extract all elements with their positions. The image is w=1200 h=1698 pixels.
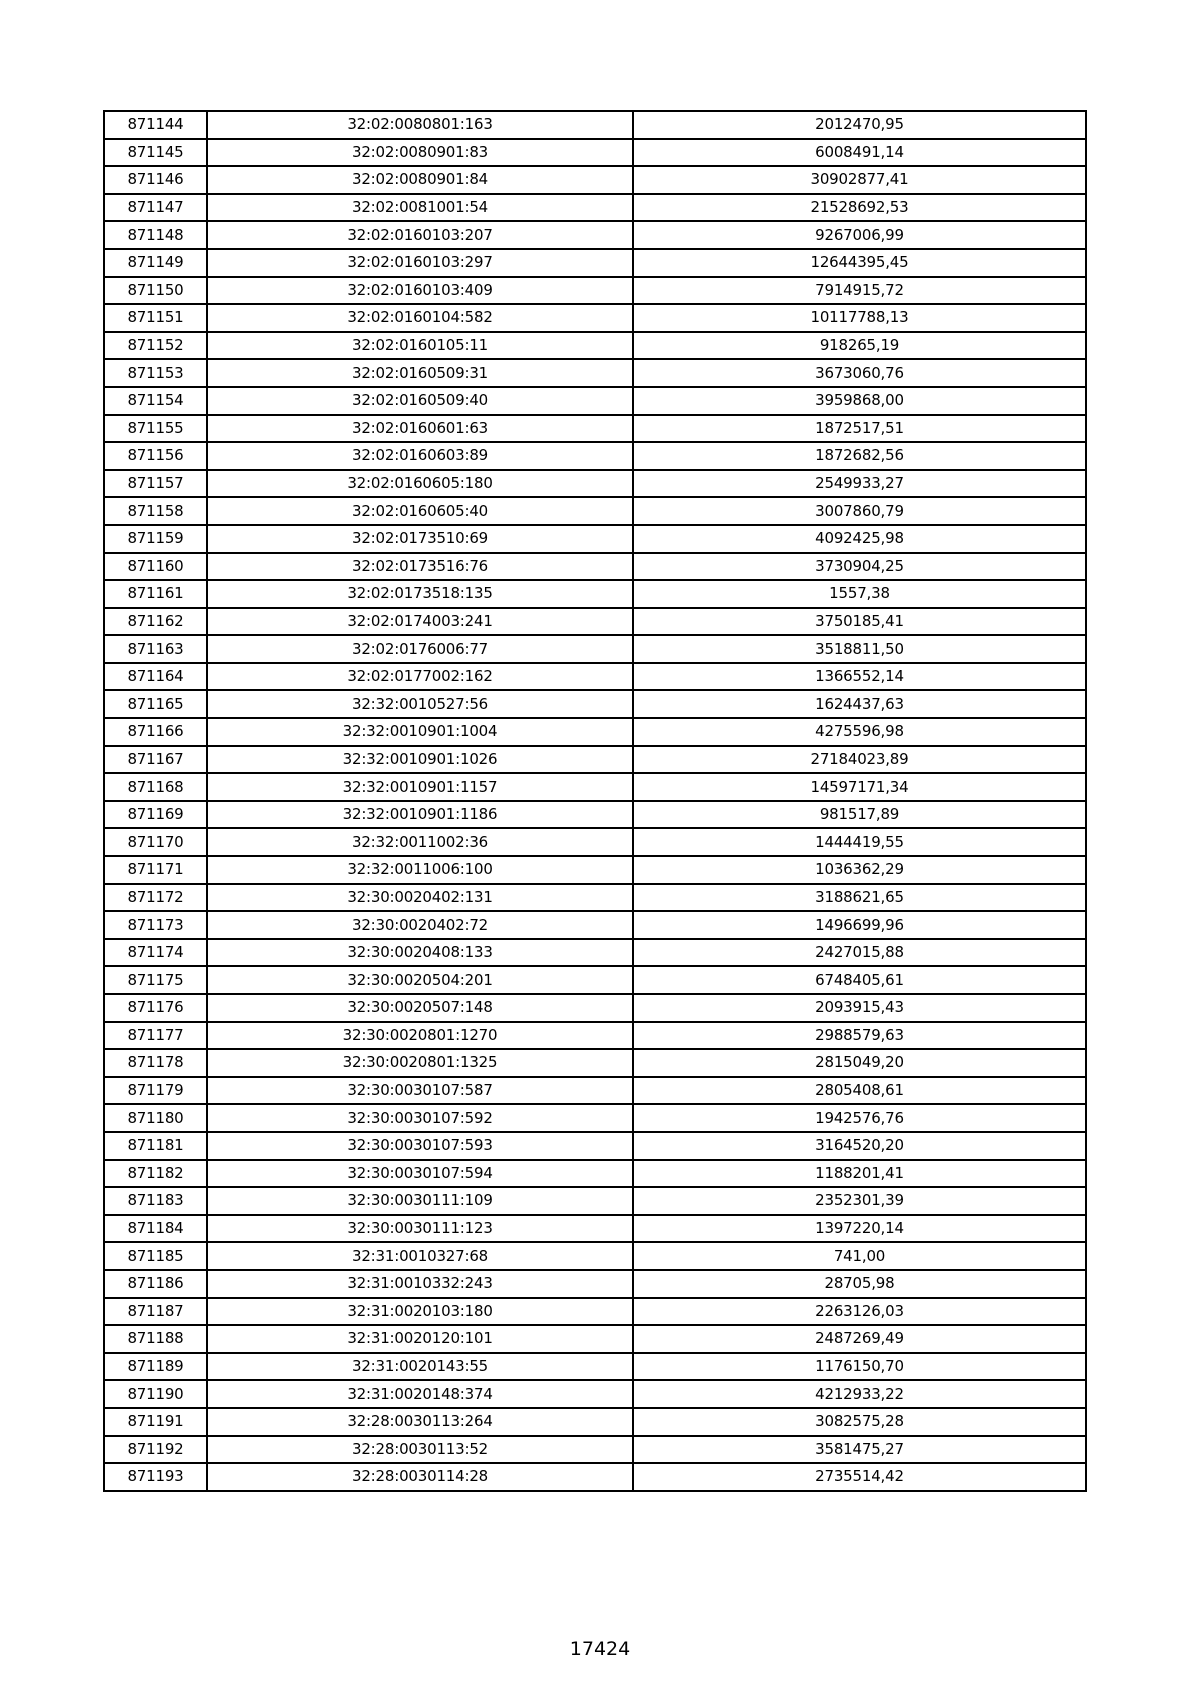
row-number-cell: 871152	[104, 332, 207, 360]
cadastral-value-cell: 6008491,14	[633, 139, 1086, 167]
cadastral-number-cell: 32:02:0160103:207	[207, 221, 633, 249]
cadastral-value-cell: 2263126,03	[633, 1298, 1086, 1326]
table-row	[104, 111, 1086, 139]
cadastral-value-cell: 2352301,39	[633, 1187, 1086, 1215]
table-row	[104, 1463, 1086, 1491]
cadastral-number-cell: 32:02:0173518:135	[207, 580, 633, 608]
table-row	[104, 1436, 1086, 1464]
cadastral-number-cell: 32:32:0010901:1026	[207, 746, 633, 774]
table-row	[104, 608, 1086, 636]
cadastral-value-cell: 1444419,55	[633, 828, 1086, 856]
row-number-cell: 871169	[104, 801, 207, 829]
row-number-cell: 871187	[104, 1298, 207, 1326]
cadastral-value-cell: 3082575,28	[633, 1408, 1086, 1436]
row-number-cell: 871184	[104, 1215, 207, 1243]
cadastral-number-cell: 32:02:0160601:63	[207, 415, 633, 443]
table-row	[104, 828, 1086, 856]
table-row	[104, 1215, 1086, 1243]
table-row	[104, 801, 1086, 829]
row-number-cell: 871181	[104, 1132, 207, 1160]
table-row	[104, 139, 1086, 167]
table-row	[104, 1104, 1086, 1132]
cadastral-number-cell: 32:31:0020120:101	[207, 1325, 633, 1353]
cadastral-value-cell: 1496699,96	[633, 911, 1086, 939]
cadastral-number-cell: 32:02:0160605:180	[207, 470, 633, 498]
row-number-cell: 871178	[104, 1049, 207, 1077]
cadastral-number-cell: 32:28:0030114:28	[207, 1463, 633, 1491]
table-row	[104, 497, 1086, 525]
row-number-cell: 871167	[104, 746, 207, 774]
table-row	[104, 249, 1086, 277]
row-number-cell: 871164	[104, 663, 207, 691]
cadastral-value-cell: 4092425,98	[633, 525, 1086, 553]
cadastral-value-cell: 1942576,76	[633, 1104, 1086, 1132]
table-row	[104, 635, 1086, 663]
row-number-cell: 871161	[104, 580, 207, 608]
row-number-cell: 871159	[104, 525, 207, 553]
table-row	[104, 1298, 1086, 1326]
row-number-cell: 871158	[104, 497, 207, 525]
row-number-cell: 871160	[104, 553, 207, 581]
cadastral-value-cell: 7914915,72	[633, 277, 1086, 305]
cadastral-number-cell: 32:31:0020148:374	[207, 1380, 633, 1408]
table-row	[104, 470, 1086, 498]
table-row	[104, 856, 1086, 884]
cadastral-value-cell: 3581475,27	[633, 1436, 1086, 1464]
row-number-cell: 871168	[104, 773, 207, 801]
table-row	[104, 359, 1086, 387]
page-number: 17424	[569, 1638, 631, 1660]
table-row	[104, 580, 1086, 608]
table-row	[104, 1408, 1086, 1436]
table-row	[104, 690, 1086, 718]
table-row	[104, 718, 1086, 746]
row-number-cell: 871147	[104, 194, 207, 222]
cadastral-number-cell: 32:32:0011006:100	[207, 856, 633, 884]
cadastral-value-cell: 1872682,56	[633, 442, 1086, 470]
cadastral-value-cell: 1188201,41	[633, 1160, 1086, 1188]
cadastral-number-cell: 32:30:0020507:148	[207, 994, 633, 1022]
table-row	[104, 221, 1086, 249]
cadastral-number-cell: 32:02:0080901:83	[207, 139, 633, 167]
row-number-cell: 871190	[104, 1380, 207, 1408]
table-row	[104, 966, 1086, 994]
cadastral-number-cell: 32:02:0160603:89	[207, 442, 633, 470]
table-row	[104, 1132, 1086, 1160]
cadastral-value-cell: 4275596,98	[633, 718, 1086, 746]
cadastral-value-cell: 3750185,41	[633, 608, 1086, 636]
row-number-cell: 871163	[104, 635, 207, 663]
cadastral-number-cell: 32:30:0030107:592	[207, 1104, 633, 1132]
cadastral-number-cell: 32:02:0080901:84	[207, 166, 633, 194]
cadastral-value-cell: 2427015,88	[633, 939, 1086, 967]
cadastral-number-cell: 32:02:0080801:163	[207, 111, 633, 139]
table-row	[104, 277, 1086, 305]
cadastral-value-cell: 9267006,99	[633, 221, 1086, 249]
cadastral-value-cell: 6748405,61	[633, 966, 1086, 994]
cadastral-number-cell: 32:31:0020143:55	[207, 1353, 633, 1381]
row-number-cell: 871151	[104, 304, 207, 332]
cadastral-number-cell: 32:30:0020402:72	[207, 911, 633, 939]
table-row	[104, 663, 1086, 691]
table-row	[104, 1049, 1086, 1077]
table-row	[104, 194, 1086, 222]
cadastral-value-cell: 1176150,70	[633, 1353, 1086, 1381]
cadastral-value-cell: 3188621,65	[633, 884, 1086, 912]
cadastral-value-cell: 1036362,29	[633, 856, 1086, 884]
row-number-cell: 871172	[104, 884, 207, 912]
cadastral-value-cell: 2093915,43	[633, 994, 1086, 1022]
cadastral-value-cell: 1557,38	[633, 580, 1086, 608]
row-number-cell: 871157	[104, 470, 207, 498]
cadastral-number-cell: 32:31:0010332:243	[207, 1270, 633, 1298]
cadastral-value-cell: 3673060,76	[633, 359, 1086, 387]
cadastral-number-cell: 32:02:0160104:582	[207, 304, 633, 332]
row-number-cell: 871179	[104, 1077, 207, 1105]
table-row	[104, 884, 1086, 912]
row-number-cell: 871174	[104, 939, 207, 967]
cadastral-number-cell: 32:32:0011002:36	[207, 828, 633, 856]
row-number-cell: 871166	[104, 718, 207, 746]
row-number-cell: 871155	[104, 415, 207, 443]
row-number-cell: 871192	[104, 1436, 207, 1464]
row-number-cell: 871188	[104, 1325, 207, 1353]
cadastral-number-cell: 32:32:0010901:1157	[207, 773, 633, 801]
table-row	[104, 994, 1086, 1022]
cadastral-value-cell: 14597171,34	[633, 773, 1086, 801]
cadastral-value-cell: 30902877,41	[633, 166, 1086, 194]
cadastral-number-cell: 32:30:0030107:587	[207, 1077, 633, 1105]
cadastral-value-cell: 3730904,25	[633, 553, 1086, 581]
row-number-cell: 871165	[104, 690, 207, 718]
cadastral-value-cell: 3164520,20	[633, 1132, 1086, 1160]
cadastral-value-cell: 4212933,22	[633, 1380, 1086, 1408]
table-row	[104, 939, 1086, 967]
cadastral-value-cell: 918265,19	[633, 332, 1086, 360]
table-row	[104, 911, 1086, 939]
cadastral-number-cell: 32:30:0020801:1270	[207, 1022, 633, 1050]
cadastral-number-cell: 32:30:0020408:133	[207, 939, 633, 967]
cadastral-value-cell: 2012470,95	[633, 111, 1086, 139]
cadastral-value-cell: 2487269,49	[633, 1325, 1086, 1353]
cadastral-number-cell: 32:32:0010901:1186	[207, 801, 633, 829]
row-number-cell: 871145	[104, 139, 207, 167]
cadastral-number-cell: 32:30:0030107:594	[207, 1160, 633, 1188]
cadastral-value-cell: 1366552,14	[633, 663, 1086, 691]
cadastral-value-cell: 2735514,42	[633, 1463, 1086, 1491]
row-number-cell: 871146	[104, 166, 207, 194]
cadastral-number-cell: 32:02:0177002:162	[207, 663, 633, 691]
row-number-cell: 871150	[104, 277, 207, 305]
row-number-cell: 871144	[104, 111, 207, 139]
cadastral-number-cell: 32:02:0160605:40	[207, 497, 633, 525]
row-number-cell: 871183	[104, 1187, 207, 1215]
cadastral-number-cell: 32:02:0174003:241	[207, 608, 633, 636]
cadastral-number-cell: 32:32:0010527:56	[207, 690, 633, 718]
row-number-cell: 871189	[104, 1353, 207, 1381]
cadastral-value-cell: 3518811,50	[633, 635, 1086, 663]
table-row	[104, 1270, 1086, 1298]
cadastral-value-cell: 2549933,27	[633, 470, 1086, 498]
cadastral-value-cell: 10117788,13	[633, 304, 1086, 332]
cadastral-value-cell: 12644395,45	[633, 249, 1086, 277]
table-row	[104, 415, 1086, 443]
row-number-cell: 871180	[104, 1104, 207, 1132]
cadastral-value-table	[103, 110, 1087, 1492]
cadastral-number-cell: 32:02:0081001:54	[207, 194, 633, 222]
cadastral-number-cell: 32:02:0160509:31	[207, 359, 633, 387]
table-row	[104, 1380, 1086, 1408]
row-number-cell: 871191	[104, 1408, 207, 1436]
table-row	[104, 553, 1086, 581]
row-number-cell: 871182	[104, 1160, 207, 1188]
cadastral-number-cell: 32:02:0160509:40	[207, 387, 633, 415]
cadastral-number-cell: 32:28:0030113:264	[207, 1408, 633, 1436]
table-body	[104, 111, 1086, 1491]
cadastral-value-cell: 2988579,63	[633, 1022, 1086, 1050]
table-row	[104, 166, 1086, 194]
cadastral-value-cell: 741,00	[633, 1242, 1086, 1270]
cadastral-value-cell: 981517,89	[633, 801, 1086, 829]
row-number-cell: 871148	[104, 221, 207, 249]
cadastral-number-cell: 32:28:0030113:52	[207, 1436, 633, 1464]
table-row	[104, 773, 1086, 801]
table-row	[104, 525, 1086, 553]
cadastral-number-cell: 32:30:0020402:131	[207, 884, 633, 912]
row-number-cell: 871185	[104, 1242, 207, 1270]
cadastral-number-cell: 32:31:0010327:68	[207, 1242, 633, 1270]
cadastral-number-cell: 32:30:0030111:123	[207, 1215, 633, 1243]
table-row	[104, 304, 1086, 332]
row-number-cell: 871177	[104, 1022, 207, 1050]
cadastral-value-cell: 3959868,00	[633, 387, 1086, 415]
cadastral-number-cell: 32:02:0173510:69	[207, 525, 633, 553]
cadastral-number-cell: 32:02:0173516:76	[207, 553, 633, 581]
cadastral-value-cell: 1872517,51	[633, 415, 1086, 443]
table-row	[104, 1187, 1086, 1215]
row-number-cell: 871149	[104, 249, 207, 277]
table-row	[104, 1160, 1086, 1188]
row-number-cell: 871186	[104, 1270, 207, 1298]
cadastral-value-cell: 2805408,61	[633, 1077, 1086, 1105]
cadastral-value-cell: 2815049,20	[633, 1049, 1086, 1077]
table-row	[104, 1242, 1086, 1270]
cadastral-number-cell: 32:02:0160105:11	[207, 332, 633, 360]
row-number-cell: 871170	[104, 828, 207, 856]
row-number-cell: 871173	[104, 911, 207, 939]
cadastral-value-cell: 27184023,89	[633, 746, 1086, 774]
cadastral-number-cell: 32:02:0176006:77	[207, 635, 633, 663]
cadastral-number-cell: 32:31:0020103:180	[207, 1298, 633, 1326]
table-row	[104, 387, 1086, 415]
row-number-cell: 871171	[104, 856, 207, 884]
row-number-cell: 871176	[104, 994, 207, 1022]
cadastral-number-cell: 32:30:0020801:1325	[207, 1049, 633, 1077]
row-number-cell: 871175	[104, 966, 207, 994]
cadastral-number-cell: 32:30:0030111:109	[207, 1187, 633, 1215]
cadastral-number-cell: 32:32:0010901:1004	[207, 718, 633, 746]
cadastral-value-cell: 1624437,63	[633, 690, 1086, 718]
cadastral-number-cell: 32:30:0020504:201	[207, 966, 633, 994]
cadastral-number-cell: 32:30:0030107:593	[207, 1132, 633, 1160]
cadastral-number-cell: 32:02:0160103:297	[207, 249, 633, 277]
row-number-cell: 871193	[104, 1463, 207, 1491]
row-number-cell: 871154	[104, 387, 207, 415]
row-number-cell: 871156	[104, 442, 207, 470]
cadastral-value-cell: 28705,98	[633, 1270, 1086, 1298]
table-row	[104, 1325, 1086, 1353]
table-row	[104, 332, 1086, 360]
cadastral-value-cell: 21528692,53	[633, 194, 1086, 222]
table-row	[104, 1022, 1086, 1050]
row-number-cell: 871162	[104, 608, 207, 636]
cadastral-value-cell: 3007860,79	[633, 497, 1086, 525]
cadastral-number-cell: 32:02:0160103:409	[207, 277, 633, 305]
table-row	[104, 746, 1086, 774]
table-row	[104, 1353, 1086, 1381]
table-row	[104, 1077, 1086, 1105]
cadastral-value-cell: 1397220,14	[633, 1215, 1086, 1243]
table-row	[104, 442, 1086, 470]
row-number-cell: 871153	[104, 359, 207, 387]
